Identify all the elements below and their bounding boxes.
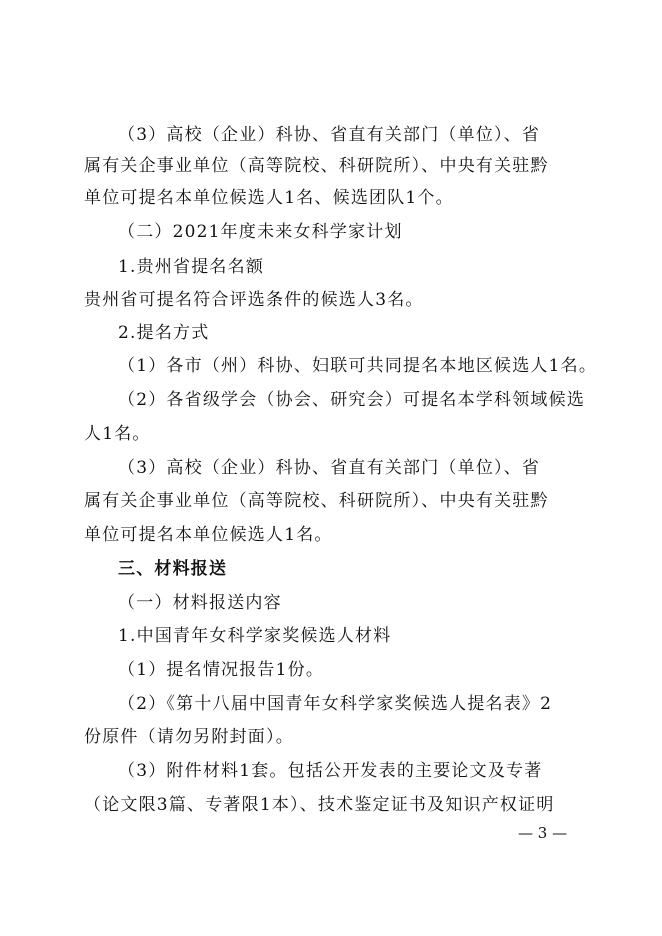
section-heading: 三、材料报送 <box>118 559 228 579</box>
paragraph-line: 份原件（请勿另附封面）。 <box>84 727 294 747</box>
paragraph-line: 人1名。 <box>84 424 151 444</box>
section-subheading: （二）2021年度未来女科学家计划 <box>118 222 403 242</box>
paragraph-line: （1）提名情况报告1份。 <box>118 660 325 680</box>
paragraph-line: （论文限3篇、专著限1本）、技术鉴定证书及知识产权证明 <box>84 795 555 815</box>
item-heading: 2.提名方式 <box>118 323 210 343</box>
item-heading: 1.中国青年女科学家奖候选人材料 <box>118 626 392 646</box>
paragraph-line: 属有关企事业单位（高等院校、科研院所）、中央有关驻黔 <box>84 156 549 176</box>
paragraph-line: （3）附件材料1套。包括公开发表的主要论文及专著 <box>118 761 543 781</box>
paragraph-line: 属有关企事业单位（高等院校、科研院所）、中央有关驻黔 <box>84 491 549 511</box>
page-number: — 3 — <box>518 824 568 842</box>
paragraph-line: （3）高校（企业）科协、省直有关部门（单位）、省 <box>118 458 541 478</box>
section-subheading: （一）材料报送内容 <box>118 593 282 613</box>
item-heading: 1.贵州省提名名额 <box>118 257 265 277</box>
paragraph-line: （2）《第十八届中国青年女科学家奖候选人提名表》2 <box>118 694 553 714</box>
paragraph-line: 单位可提名本单位候选人1名、候选团队1个。 <box>84 188 454 208</box>
paragraph-line: 单位可提名本单位候选人1名。 <box>84 525 333 545</box>
paragraph-line: （3）高校（企业）科协、省直有关部门（单位）、省 <box>118 125 541 145</box>
paragraph-line: （2）各省级学会（协会、研究会）可提名本学科领域候选 <box>118 390 586 410</box>
paragraph-line: （1）各市（州）科协、妇联可共同提名本地区候选人1名。 <box>118 356 598 376</box>
paragraph-line: 贵州省可提名符合评选条件的候选人3名。 <box>84 290 424 310</box>
